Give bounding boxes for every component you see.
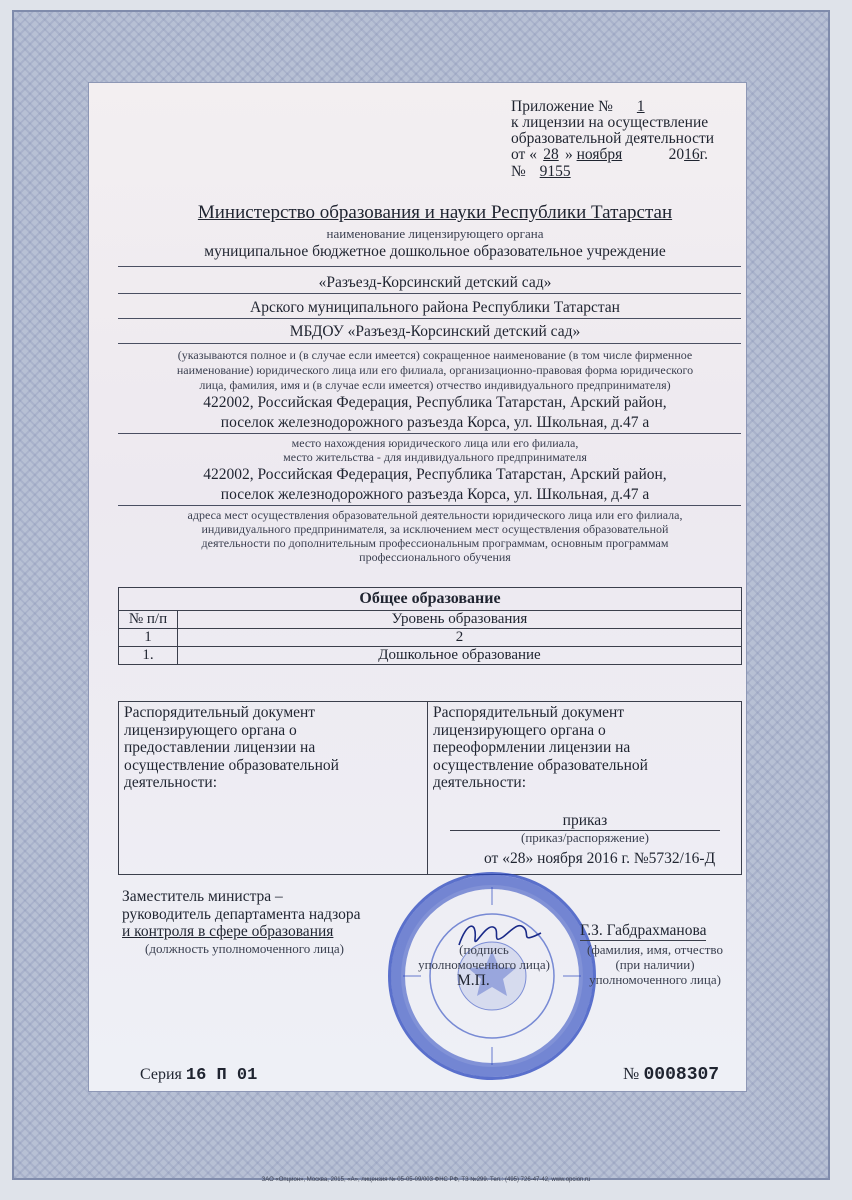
reissue-text: Распорядительный документ лицензирующего органа о переоформлении лицензии на осуществление образовательной деятельности: bbox=[433, 704, 648, 791]
document-type: приказ bbox=[450, 812, 720, 831]
document-date: от «28» ноября 2016 г. №5732/16-Д bbox=[484, 850, 716, 867]
col-header-number: № п/п bbox=[119, 611, 178, 629]
appendix-label: Приложение № 1 bbox=[511, 98, 665, 116]
education-table-title: Общее образование bbox=[119, 588, 742, 611]
official-seal bbox=[388, 872, 596, 1080]
licensee-caption2: наименование) юридического лица или его филиала, организационно-правовая форма юридического bbox=[176, 363, 694, 377]
position-caption: (должность уполномоченного лица) bbox=[145, 941, 345, 956]
activity-caption2: индивидуального предпринимателя, за исключением мест осуществления образовательной bbox=[201, 522, 669, 536]
address-caption1: место нахождения юридического лица или его филиала, bbox=[291, 436, 579, 450]
divider bbox=[118, 505, 741, 506]
licensee-line3: Арского муниципального района Республики Татарстан bbox=[250, 299, 620, 316]
authority-caption: наименование лицензирующего органа bbox=[326, 226, 544, 241]
appendix-date: от « 28 » ноября 2016г. bbox=[511, 146, 709, 163]
divider bbox=[118, 293, 741, 294]
document-issue-column bbox=[119, 702, 428, 874]
document-type-caption: (приказ/распоряжение) bbox=[521, 830, 649, 845]
name-caption2: (при наличии) bbox=[615, 957, 695, 972]
address-line1: 422002, Российская Федерация, Республика Татарстан, Арский район, bbox=[203, 394, 667, 411]
document-reissue-column bbox=[428, 702, 741, 874]
appendix-line2: к лицензии на осуществление bbox=[511, 114, 709, 131]
name-caption3: уполномоченного лица) bbox=[589, 972, 721, 987]
activity-caption3: деятельности по дополнительным профессиональным программам, основным программам bbox=[201, 536, 669, 550]
blank-number-value: 0008307 bbox=[643, 1065, 720, 1085]
signature-caption2: уполномоченного лица) bbox=[418, 957, 550, 972]
licensee-caption1: (указываются полное и (в случае если имеется) сокращенное наименование (в том числе фирменное bbox=[177, 348, 693, 362]
activity-address-line2: поселок железнодорожного разъезда Корса, ул. Школьная, д.47 а bbox=[220, 486, 650, 503]
licensee-line1: муниципальное бюджетное дошкольное образовательное учреждение bbox=[204, 243, 666, 260]
series-value: 16 П 01 bbox=[185, 1066, 258, 1085]
signatory-position: Заместитель министра – руководитель департамента надзора и контроля в сфере образования bbox=[122, 888, 361, 940]
signatory-name: Г.З. Габдрахманова bbox=[580, 922, 707, 939]
printer-imprint: ЗАО «Опцион», Москва, 2015, «А», лицензия № 05-05-09/003 ФНС РФ, ТЗ №299. Тел.: (495) 726-47-42, www.opcion.ru bbox=[261, 1177, 591, 1183]
activity-caption1: адреса мест осуществления образовательной деятельности юридического лица или его филиала, bbox=[187, 508, 683, 522]
address-caption2: место жительства - для индивидуального предпринимателя bbox=[283, 450, 587, 464]
divider bbox=[118, 318, 741, 319]
table-row bbox=[119, 647, 742, 665]
activity-caption4: профессионального обучения bbox=[359, 550, 511, 564]
education-table bbox=[118, 587, 742, 665]
appendix-number: 1 bbox=[636, 98, 645, 115]
licensee-short-name: МБДОУ «Разъезд-Корсинский детский сад» bbox=[289, 323, 581, 340]
signature-caption1: (подпись bbox=[459, 942, 509, 957]
appendix-day: 28 bbox=[543, 146, 559, 163]
appendix-license-number: № 9155 bbox=[511, 163, 716, 181]
col-index-2: 2 bbox=[178, 629, 742, 647]
blank-number: № 0008307 bbox=[623, 1064, 720, 1085]
row-number: 1. bbox=[119, 647, 178, 665]
authority-name: Министерство образования и науки Республики Татарстан bbox=[197, 202, 673, 223]
divider bbox=[118, 343, 741, 344]
licensee-caption3: лица, фамилия, имя и (в случае если имеется) отчество индивидуального предпринимателя) bbox=[199, 378, 671, 392]
appendix-month: ноября bbox=[576, 146, 623, 163]
appendix-year-suffix: 16 bbox=[684, 146, 700, 163]
activity-address-line1: 422002, Российская Федерация, Республика Татарстан, Арский район, bbox=[203, 466, 667, 483]
seal-label: М.П. bbox=[457, 972, 490, 989]
appendix-year-prefix: 20 bbox=[668, 146, 685, 163]
license-number-value: 9155 bbox=[539, 163, 571, 180]
divider bbox=[118, 433, 741, 434]
appendix-line3: образовательной деятельности bbox=[511, 130, 715, 147]
row-level: Дошкольное образование bbox=[178, 647, 742, 665]
address-line2: поселок железнодорожного разъезда Корса, ул. Школьная, д.47 а bbox=[220, 414, 650, 431]
issue-text: Распорядительный документ лицензирующего органа о предоставлении лицензии на осуществление образовательной деятельности: bbox=[124, 704, 339, 791]
col-header-level: Уровень образования bbox=[178, 611, 742, 629]
licensee-line2: «Разъезд-Корсинский детский сад» bbox=[318, 274, 552, 291]
blank-series: Серия 16 П 01 bbox=[140, 1066, 258, 1085]
col-index-1: 1 bbox=[119, 629, 178, 647]
seal-graphic bbox=[391, 875, 593, 1077]
divider bbox=[118, 266, 741, 267]
name-caption1: (фамилия, имя, отчество bbox=[587, 942, 723, 957]
documents-box bbox=[118, 701, 742, 875]
